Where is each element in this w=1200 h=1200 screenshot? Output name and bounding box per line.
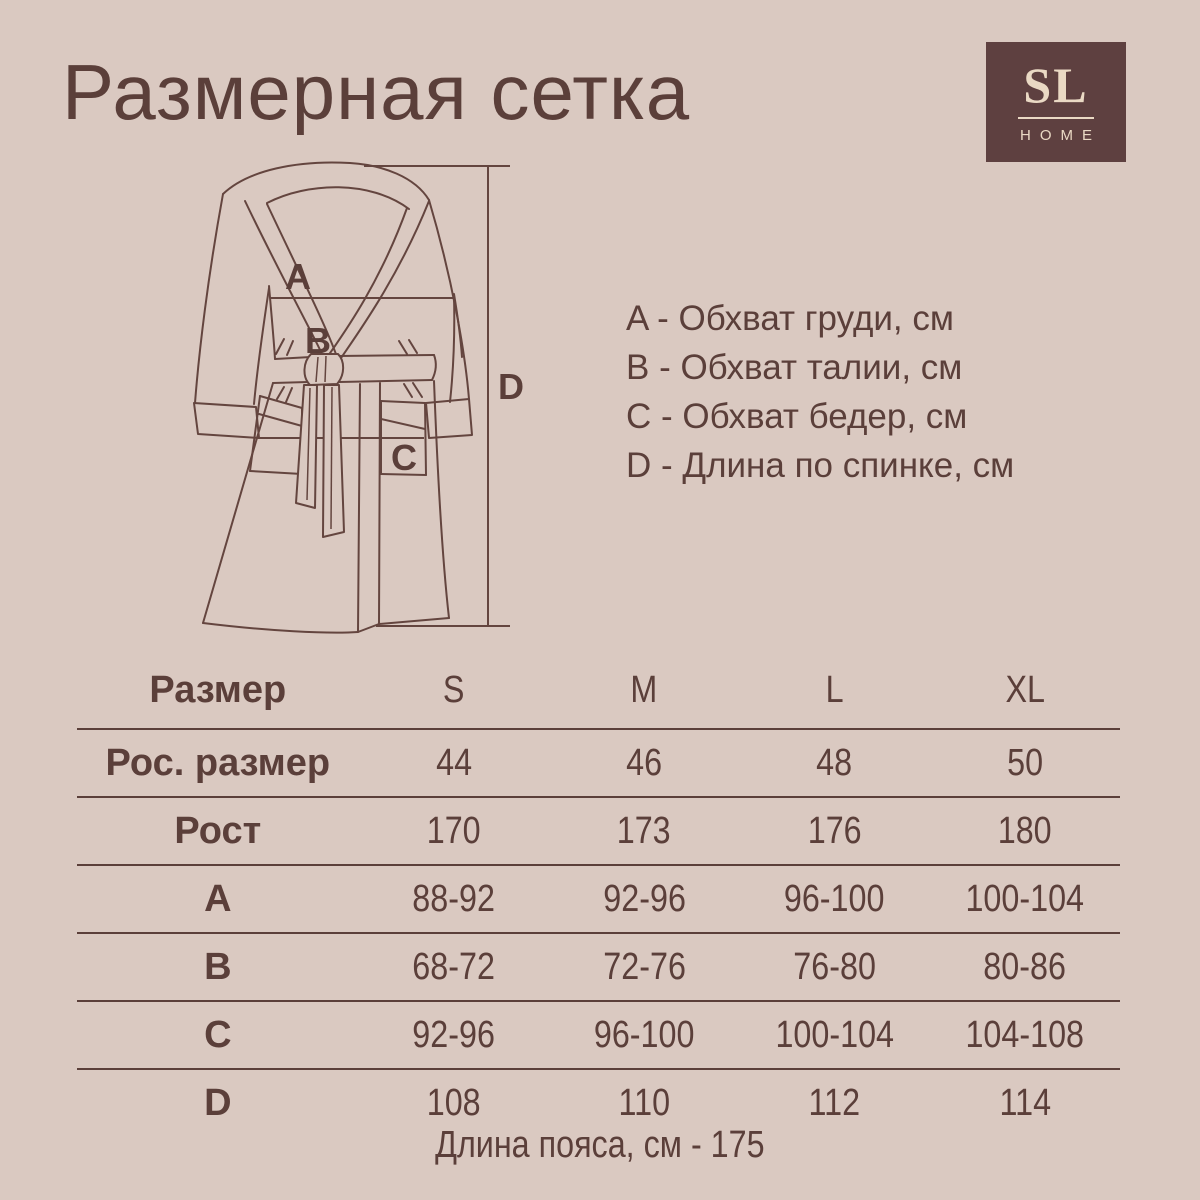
column-header-size: Размер bbox=[149, 668, 287, 711]
column-header-xl: XL bbox=[1005, 668, 1045, 711]
cell: 48 bbox=[816, 741, 853, 784]
cell: 100-104 bbox=[965, 877, 1085, 920]
page-title: Размерная сетка bbox=[62, 48, 691, 136]
column-header-l: L bbox=[825, 668, 844, 711]
cell: 170 bbox=[426, 809, 481, 852]
brand-logo-subtext: HOME bbox=[1020, 127, 1101, 144]
belt-length-note: Длина пояса, см - 175 bbox=[435, 1124, 765, 1166]
row-label: C bbox=[204, 1013, 232, 1056]
legend-item-c: C - Обхват бедер, см bbox=[626, 397, 968, 436]
measure-label-b: B bbox=[305, 320, 331, 361]
table-row-a bbox=[77, 866, 1120, 934]
cell: 92-96 bbox=[412, 1013, 496, 1056]
cell: 50 bbox=[1006, 741, 1043, 784]
cell: 114 bbox=[999, 1081, 1051, 1124]
cell: 92-96 bbox=[602, 877, 686, 920]
table-row-russian-size bbox=[77, 730, 1120, 798]
row-label: B bbox=[204, 945, 232, 988]
cell: 68-72 bbox=[412, 945, 496, 988]
row-label: D bbox=[204, 1081, 232, 1124]
robe-measurement-diagram bbox=[118, 156, 538, 661]
column-header-m: M bbox=[630, 668, 658, 711]
brand-logo bbox=[986, 42, 1126, 162]
cell: 173 bbox=[617, 809, 672, 852]
cell: 80-86 bbox=[983, 945, 1067, 988]
table-header-row bbox=[77, 652, 1120, 730]
row-label: A bbox=[204, 877, 232, 920]
cell: 104-108 bbox=[965, 1013, 1085, 1056]
table-row-c bbox=[77, 1002, 1120, 1070]
cell: 46 bbox=[626, 741, 663, 784]
cell: 44 bbox=[435, 741, 472, 784]
size-table bbox=[77, 652, 1120, 1136]
legend-item-a: A - Обхват груди, см bbox=[626, 299, 954, 338]
brand-logo-text: SL bbox=[1023, 57, 1089, 113]
legend-item-b: B - Обхват талии, см bbox=[626, 348, 963, 387]
robe-belt bbox=[273, 339, 436, 402]
cell: 176 bbox=[807, 809, 862, 852]
cell: 110 bbox=[618, 1081, 670, 1124]
measure-label-d: D bbox=[498, 366, 524, 407]
cell: 112 bbox=[808, 1081, 861, 1124]
cell: 180 bbox=[997, 809, 1052, 852]
brand-logo-divider bbox=[1018, 117, 1094, 119]
cell: 96-100 bbox=[784, 877, 885, 920]
measure-label-a: A bbox=[285, 256, 311, 297]
cell: 72-76 bbox=[602, 945, 686, 988]
cell: 88-92 bbox=[412, 877, 496, 920]
table-row-height bbox=[77, 798, 1120, 866]
cell: 96-100 bbox=[593, 1013, 695, 1056]
cell: 76-80 bbox=[793, 945, 876, 988]
column-header-s: S bbox=[442, 668, 465, 711]
row-label: Рост bbox=[174, 809, 262, 852]
row-label: Рос. размер bbox=[105, 741, 331, 784]
table-row-b bbox=[77, 934, 1120, 1002]
measurement-legend bbox=[626, 294, 1014, 490]
cell: 100-104 bbox=[775, 1013, 894, 1056]
legend-item-d: D - Длина по спинке, см bbox=[626, 446, 1015, 485]
cell: 108 bbox=[426, 1081, 481, 1124]
measure-label-c: C bbox=[391, 437, 417, 478]
